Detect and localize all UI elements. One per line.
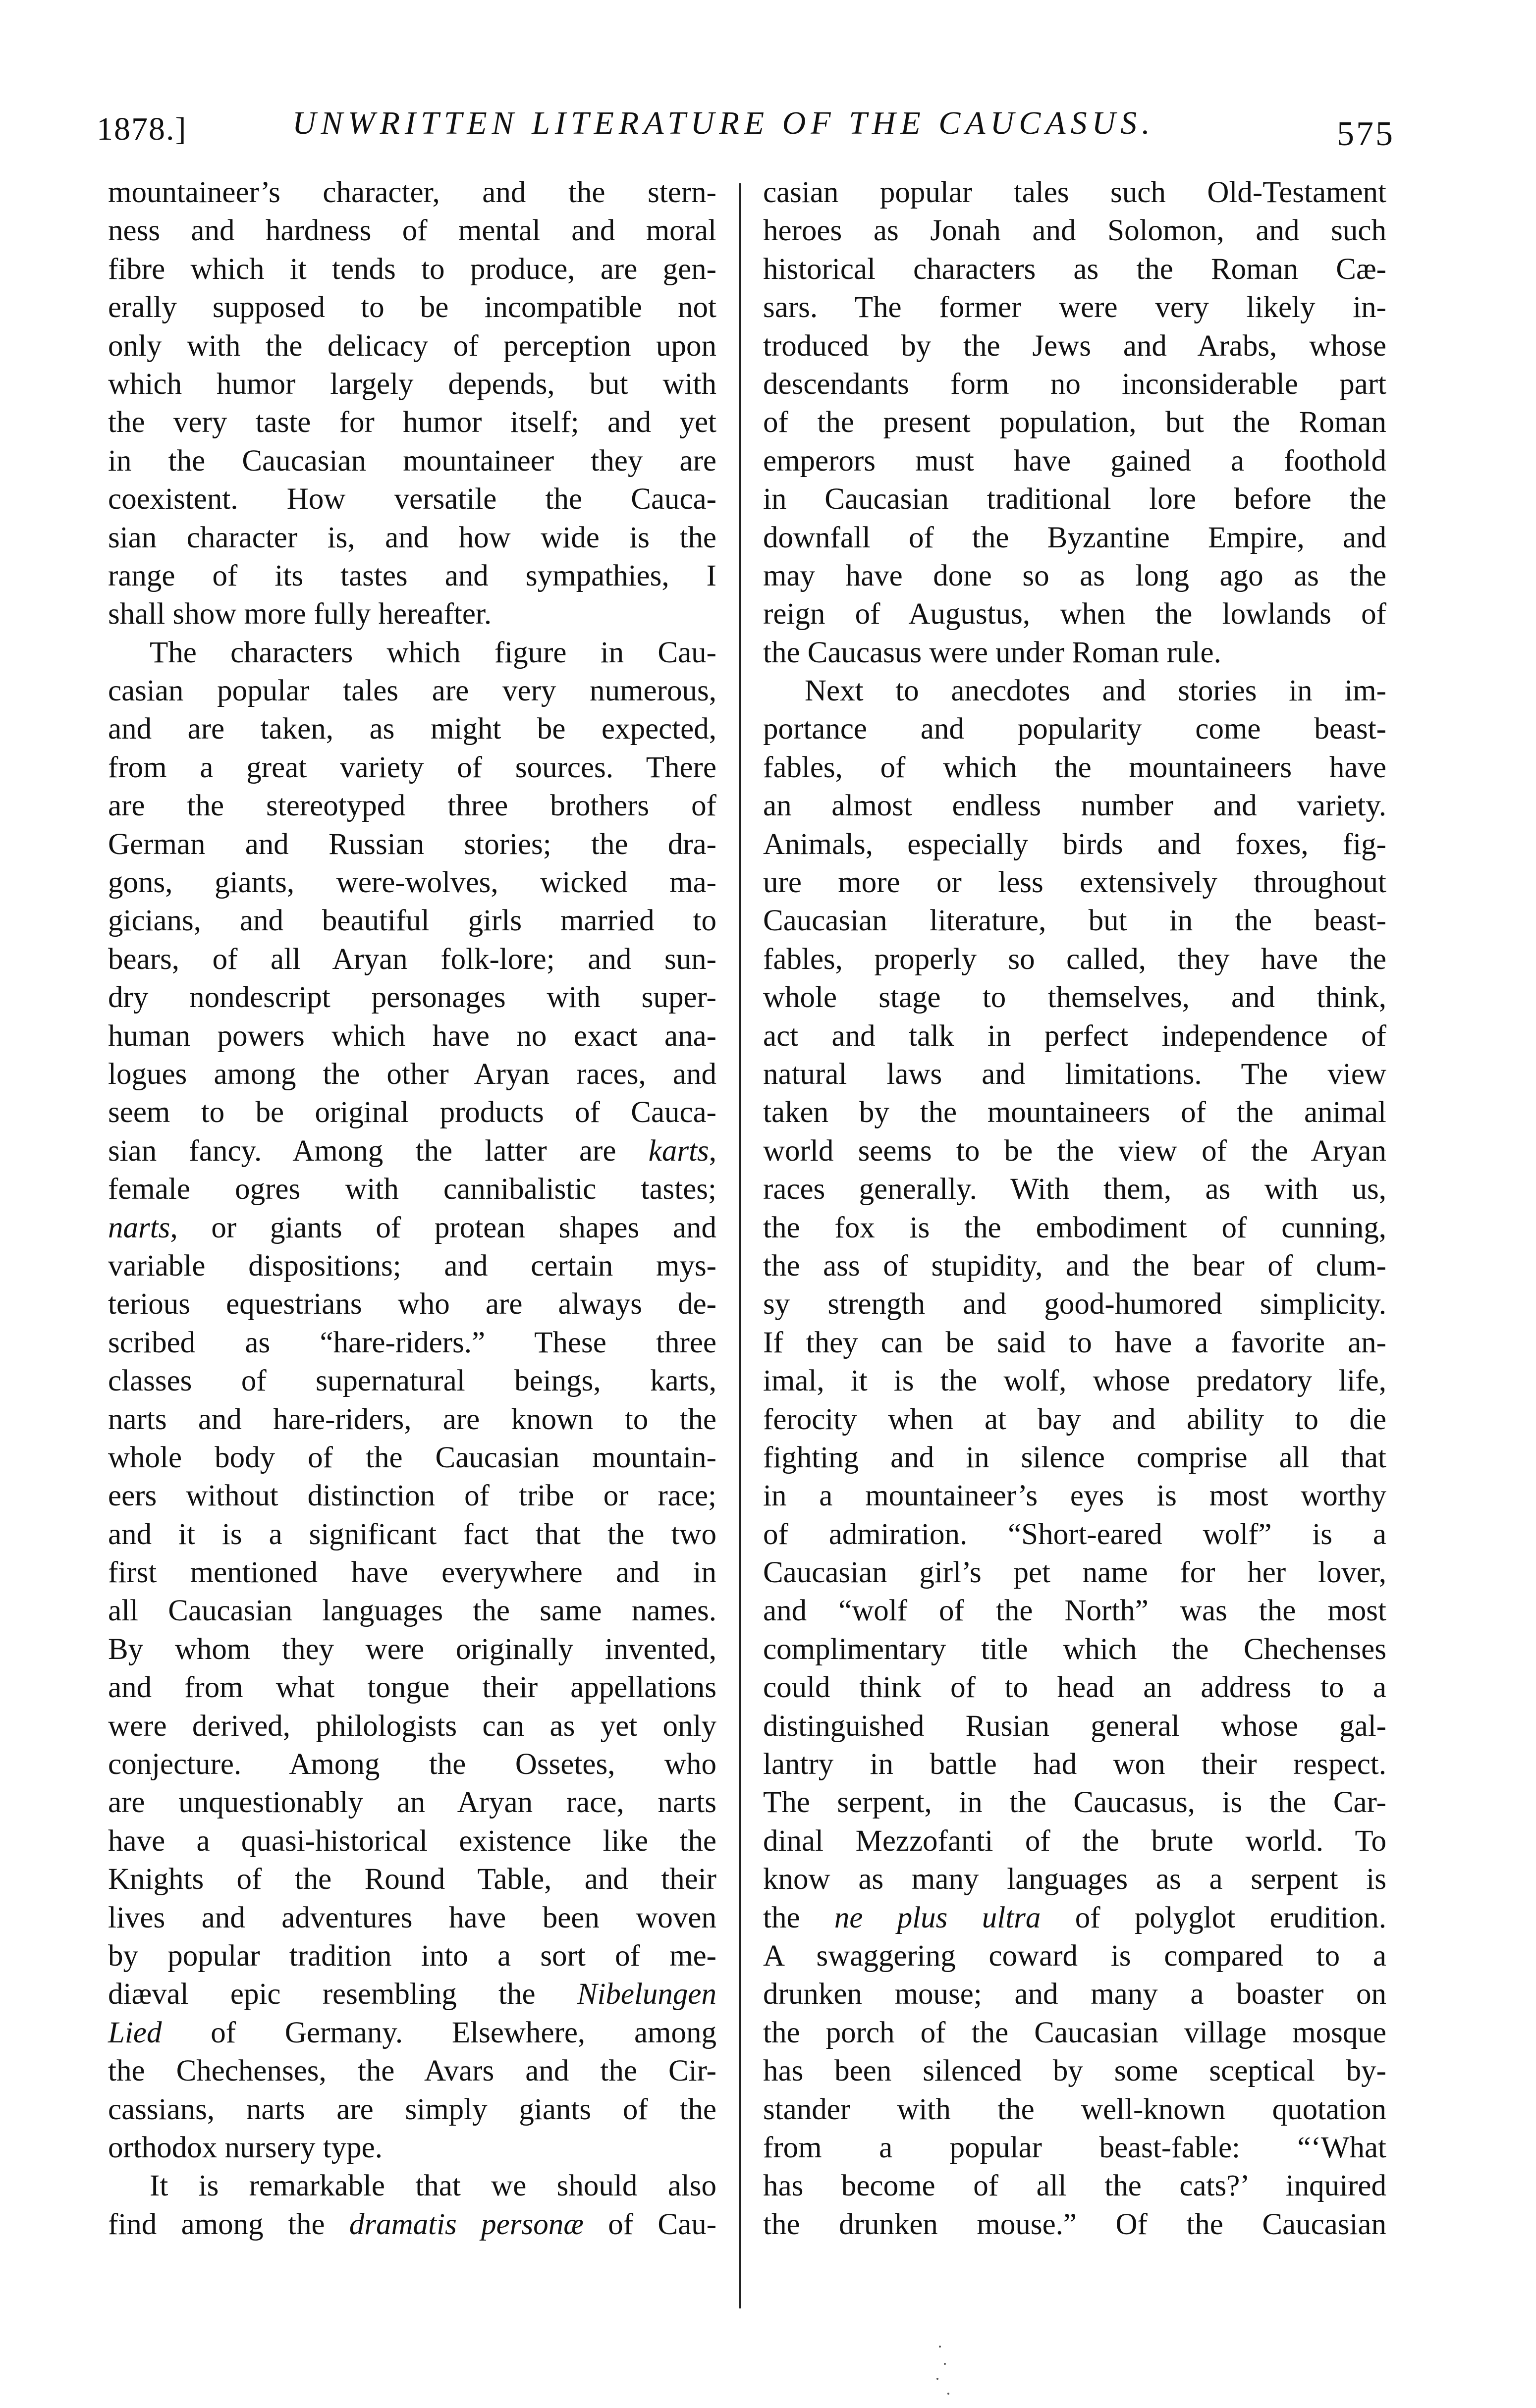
text-line: of admiration. “Short-eared wolf” is a (763, 1517, 1386, 1551)
text-line: complimentary title which the Chechenses (763, 1632, 1386, 1666)
text-line: reign of Augustus, when the lowlands of (763, 597, 1386, 631)
text-line: races generally. With them, as with us, (763, 1173, 1386, 1206)
text-line (108, 2205, 716, 2244)
text-line: conjecture. Among the Ossetes, who (108, 1748, 716, 1781)
text-run: of Cau- (583, 2207, 717, 2241)
text-line: drunken mouse; and many a boaster on (763, 1978, 1386, 2011)
text-line: Next to anecdotes and stories in im- (805, 674, 1386, 708)
text-line: cassians, narts are simply giants of the (108, 2092, 716, 2126)
text-line: has become of all the cats?’ inquired (763, 2169, 1386, 2203)
text-line: from a great variety of sources. There (108, 750, 716, 784)
text-line: in Caucasian traditional lore before the (763, 482, 1386, 516)
italic-term: Nibelungen (577, 1978, 716, 2011)
text-line: terious equestrians who are always de- (108, 1287, 716, 1321)
text-line: female ogres with cannibalistic tastes; (108, 1173, 716, 1206)
text-line (108, 1132, 716, 1170)
text-line: emperors must have gained a foothold (763, 444, 1386, 478)
text-line: bears, of all Aryan folk-lore; and sun- (108, 942, 716, 976)
text-run: sian fancy. Among the latter are (108, 1134, 649, 1168)
text-line: are unquestionably an Aryan race, narts (108, 1786, 716, 1819)
running-head (97, 102, 1395, 156)
text-line: has been silenced by some sceptical by- (763, 2054, 1386, 2088)
text-line: have a quasi-historical existence like the (108, 1824, 716, 1858)
text-line: The characters which figure in Cau- (150, 636, 716, 669)
text-line: shall show more fully hereafter. (108, 597, 492, 631)
text-line: an almost endless number and variety. (763, 789, 1386, 823)
text-line: the fox is the embodiment of cunning, (763, 1211, 1386, 1244)
text-line: Caucasian literature, but in the beast- (763, 904, 1386, 938)
text-line (108, 1209, 716, 1247)
text-line: German and Russian stories; the dra- (108, 827, 716, 861)
text-line: sian character is, and how wide is the (108, 521, 716, 554)
text-line: world seems to be the view of the Aryan (763, 1134, 1386, 1168)
text-line (763, 1899, 1386, 1937)
text-line: distinguished Rusian general whose gal- (763, 1709, 1386, 1743)
text-line: troduced by the Jews and Arabs, whose (763, 329, 1386, 363)
text-line: taken by the mountaineers of the animal (763, 1096, 1386, 1129)
text-line: know as many languages as a serpent is (763, 1863, 1386, 1896)
text-line: lantry in battle had won their respect. (763, 1748, 1386, 1781)
scan-speck (944, 2363, 946, 2365)
text-line: fables, of which the mountaineers have (763, 750, 1386, 784)
text-line: first mentioned have everywhere and in (108, 1556, 716, 1590)
text-run: the (763, 1901, 834, 1934)
text-line: descendants form no inconsiderable part (763, 367, 1386, 401)
text-line: orthodox nursery type. (108, 2131, 383, 2164)
text-run: find among the (108, 2207, 349, 2241)
text-line: the Chechenses, the Avars and the Cir- (108, 2054, 716, 2088)
text-line: were derived, philologists can as yet only (108, 1709, 716, 1743)
page-number: 575 (1337, 115, 1395, 153)
text-line: eers without distinction of tribe or race; (108, 1479, 716, 1513)
text-line: imal, it is the wolf, whose predatory life, (763, 1364, 1386, 1398)
text-line: If they can be said to have a favorite an- (763, 1326, 1386, 1359)
left-text-column (108, 173, 716, 2244)
text-line: the ass of stupidity, and the bear of clum- (763, 1249, 1386, 1283)
text-line: portance and popularity come beast- (763, 712, 1386, 746)
text-line: and it is a significant fact that the two (108, 1517, 716, 1551)
text-line: which humor largely depends, but with (108, 367, 716, 401)
text-line: whole body of the Caucasian mountain- (108, 1441, 716, 1474)
text-line: in a mountaineer’s eyes is most worthy (763, 1479, 1386, 1513)
text-line (108, 2014, 716, 2052)
text-line: ness and hardness of mental and moral (108, 214, 716, 248)
running-head-year: 1878.] (97, 111, 187, 147)
text-line: casian popular tales such Old-Testament (763, 176, 1386, 209)
text-line: seem to be original products of Cauca- (108, 1096, 716, 1129)
text-line: casian popular tales are very numerous, (108, 674, 716, 708)
text-line: ure more or less extensively throughout (763, 866, 1386, 900)
italic-term: narts (108, 1211, 170, 1244)
text-run: diæval epic resembling the (108, 1978, 577, 2011)
text-line: mountaineer’s character, and the stern- (108, 176, 716, 209)
text-line: narts and hare-riders, are known to the (108, 1402, 716, 1436)
text-line: sy strength and good-humored simplicity. (763, 1287, 1386, 1321)
text-line: dinal Mezzofanti of the brute world. To (763, 1824, 1386, 1858)
text-line: sars. The former were very likely in- (763, 291, 1386, 324)
text-line: the porch of the Caucasian village mosque (763, 2016, 1386, 2049)
text-line: fables, properly so called, they have the (763, 942, 1386, 976)
text-line: gicians, and beautiful girls married to (108, 904, 716, 938)
text-line: the drunken mouse.” Of the Caucasian (763, 2207, 1386, 2241)
right-text-column (763, 173, 1386, 2244)
text-line: only with the delicacy of perception upon (108, 329, 716, 363)
text-line: fibre which it tends to produce, are gen- (108, 252, 716, 286)
text-line: natural laws and limitations. The view (763, 1057, 1386, 1091)
column-rule (739, 183, 741, 2308)
text-line: downfall of the Byzantine Empire, and (763, 521, 1386, 554)
text-line: ferocity when at bay and ability to die (763, 1402, 1386, 1436)
text-line: the Caucasus were under Roman rule. (763, 636, 1221, 669)
text-line: scribed as “hare-riders.” These three (108, 1326, 716, 1359)
italic-term: ne plus ultra (834, 1901, 1041, 1934)
text-run: , (709, 1134, 716, 1168)
text-line: erally supposed to be incompatible not (108, 291, 716, 324)
text-run: of Germany. Elsewhere, among (162, 2016, 716, 2049)
text-line: may have done so as long ago as the (763, 559, 1386, 592)
italic-term: karts (648, 1134, 709, 1168)
text-line: and “wolf of the North” was the most (763, 1594, 1386, 1628)
text-run: , or giants of protean shapes and (170, 1211, 716, 1244)
text-line: the very taste for humor itself; and yet (108, 406, 716, 439)
text-line: gons, giants, were-wolves, wicked ma- (108, 866, 716, 900)
italic-term: dramatis personæ (349, 2207, 584, 2241)
text-run: of polyglot erudition. (1041, 1901, 1386, 1934)
text-line: The serpent, in the Caucasus, is the Car- (763, 1786, 1386, 1819)
text-line: act and talk in perfect independence of (763, 1019, 1386, 1053)
italic-term: Lied (108, 2016, 162, 2049)
text-line: lives and adventures have been woven (108, 1901, 716, 1934)
text-line: Caucasian girl’s pet name for her lover, (763, 1556, 1386, 1590)
text-line: classes of supernatural beings, karts, (108, 1364, 716, 1398)
text-line: from a popular beast-fable: “‘What (763, 2131, 1386, 2164)
scan-speck (947, 2393, 949, 2395)
text-line: heroes as Jonah and Solomon, and such (763, 214, 1386, 248)
text-line: range of its tastes and sympathies, I (108, 559, 716, 592)
text-line: could think of to head an address to a (763, 1671, 1386, 1705)
text-line: in the Caucasian mountaineer they are (108, 444, 716, 478)
text-line: By whom they were originally invented, (108, 1632, 716, 1666)
text-line: are the stereotyped three brothers of (108, 789, 716, 823)
text-line: Animals, especially birds and foxes, fig- (763, 827, 1386, 861)
text-line: dry nondescript personages with super- (108, 981, 716, 1015)
text-line: Knights of the Round Table, and their (108, 1863, 716, 1896)
text-line: A swaggering coward is compared to a (763, 1939, 1386, 1973)
text-line: historical characters as the Roman Cæ- (763, 252, 1386, 286)
text-line: all Caucasian languages the same names. (108, 1594, 716, 1628)
text-line: fighting and in silence comprise all that (763, 1441, 1386, 1474)
text-line: It is remarkable that we should also (150, 2169, 716, 2203)
text-line (108, 1975, 716, 2013)
text-line: by popular tradition into a sort of me- (108, 1939, 716, 1973)
text-line: logues among the other Aryan races, and (108, 1057, 716, 1091)
running-head-title: UNWRITTEN LITERATURE OF THE CAUCASUS. (292, 105, 1155, 141)
scan-speck (939, 2346, 941, 2348)
text-line: stander with the well-known quotation (763, 2092, 1386, 2126)
text-line: and from what tongue their appellations (108, 1671, 716, 1705)
text-line: variable dispositions; and certain mys- (108, 1249, 716, 1283)
text-line: human powers which have no exact ana- (108, 1019, 716, 1053)
text-line: whole stage to themselves, and think, (763, 981, 1386, 1015)
scan-speck (936, 2378, 938, 2380)
text-line: and are taken, as might be expected, (108, 712, 716, 746)
text-line: coexistent. How versatile the Cauca- (108, 482, 716, 516)
text-line: of the present population, but the Roman (763, 406, 1386, 439)
